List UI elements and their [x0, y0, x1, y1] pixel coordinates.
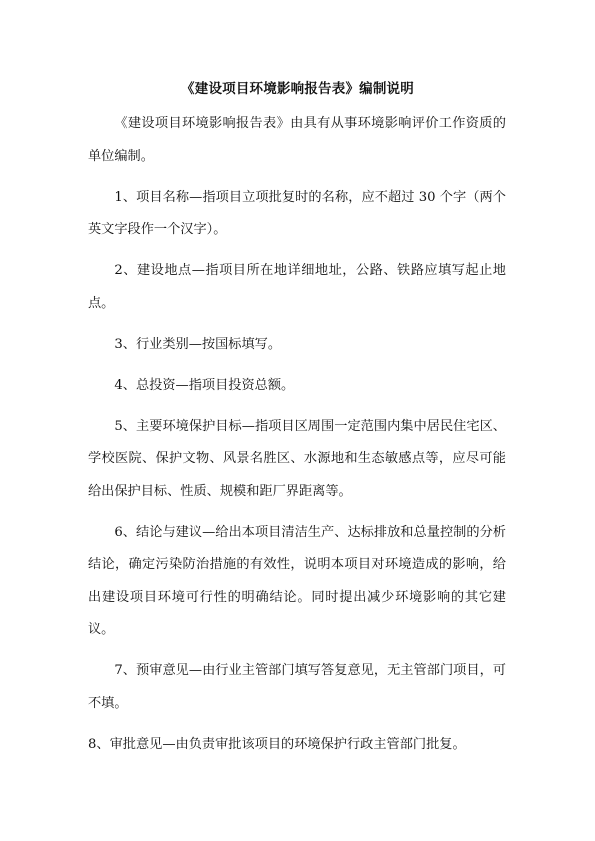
document-title: 《建设项目环境影响报告表》编制说明 — [181, 81, 414, 97]
document-body — [88, 108, 506, 770]
paragraph-item-8: 8、审批意见—由负责审批该项目的环境保护行政主管部门批复。 — [88, 736, 466, 752]
paragraph-item-2: 2、建设地点—指项目所在地详细地址，公路、铁路应填写起止地点。 — [88, 263, 506, 311]
paragraph-item-7: 7、预审意见—由行业主管部门填写答复意见，无主管部门项目，可不填。 — [88, 663, 506, 711]
paragraph-item-5: 5、主要环境保护目标—指项目区周围一定范围内集中居民住宅区、学校医院、保护文物、风景名胜区、水源地和生态敏感点等，应尽可能给出保护目标、性质、规模和距厂界距离等。 — [88, 418, 506, 499]
paragraph-intro: 《建设项目环境影响报告表》由具有从事环境影响评价工作资质的单位编制。 — [88, 116, 506, 164]
paragraph-item-1: 1、项目名称—指项目立项批复时的名称，应不超过 30 个字（两个英文字段作一个汉字）。 — [88, 189, 506, 237]
paragraph-item-6: 6、结论与建议—给出本项目清洁生产、达标排放和总量控制的分析结论，确定污染防治措施的有效性，说明本项目对环境造成的影响，给出建设项目环境可行性的明确结论。同时提出减少环境影响的其它建议。 — [88, 524, 506, 637]
paragraph-item-3: 3、行业类别—按国标填写。 — [114, 336, 282, 352]
paragraph-item-4: 4、总投资—指项目投资总额。 — [114, 377, 295, 393]
